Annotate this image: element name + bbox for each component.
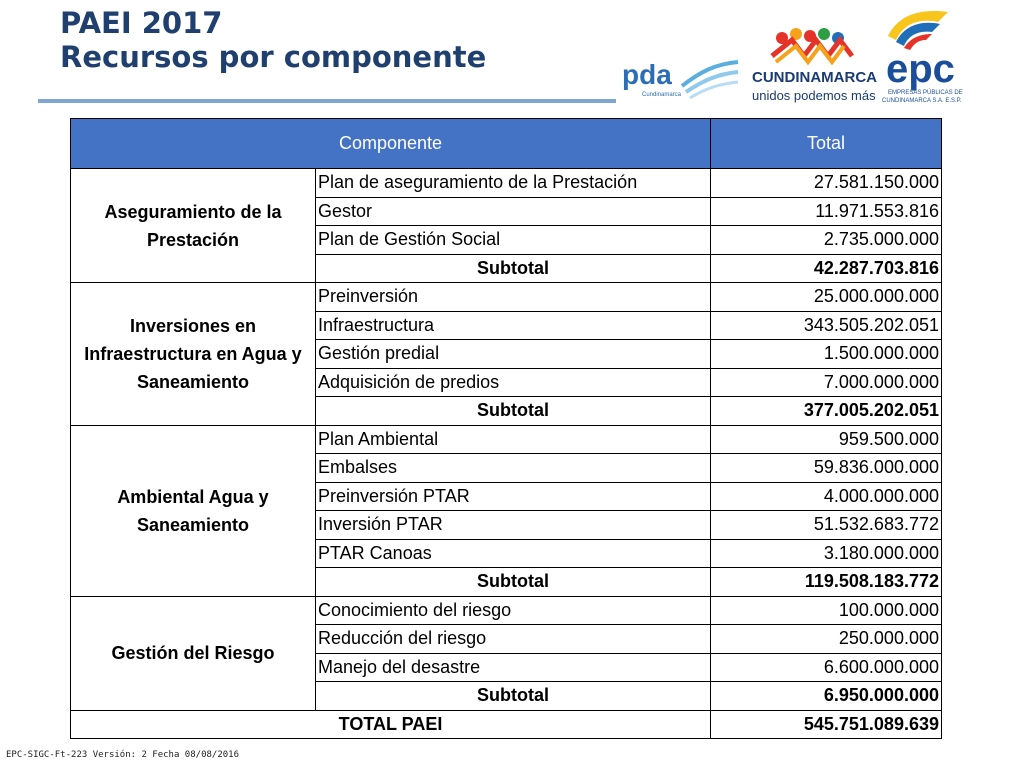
subtotal-value-cell: 119.508.183.772 bbox=[711, 568, 942, 597]
epc-logo-subtext-1: EMPRESAS PÚBLICAS DE bbox=[888, 90, 963, 96]
item-value-cell: 7.000.000.000 bbox=[711, 368, 942, 397]
cundinamarca-logo bbox=[752, 26, 882, 106]
group-name-cell: Inversiones en Infraestructura en Agua y Saneamiento bbox=[71, 283, 316, 426]
table-body bbox=[71, 169, 942, 739]
title-line-1: PAEI 2017 bbox=[60, 6, 223, 40]
item-value-cell: 1.500.000.000 bbox=[711, 340, 942, 369]
epc-logo-subtext-2: CUNDINAMARCA S.A. E.S.P. bbox=[882, 98, 962, 104]
item-label-cell: Preinversión bbox=[316, 283, 711, 312]
subtotal-label-cell: Subtotal bbox=[316, 397, 711, 426]
document-footer: EPC-SIGC-Ft-223 Versión: 2 Fecha 08/08/2016 bbox=[6, 750, 239, 760]
pda-logo-text: pda bbox=[622, 59, 672, 90]
resources-table bbox=[70, 118, 942, 739]
group-name-cell: Ambiental Agua y Saneamiento bbox=[71, 425, 316, 596]
item-value-cell: 11.971.553.816 bbox=[711, 197, 942, 226]
item-label-cell: PTAR Canoas bbox=[316, 539, 711, 568]
group-name-cell: Aseguramiento de la Prestación bbox=[71, 169, 316, 283]
item-label-cell: Adquisición de predios bbox=[316, 368, 711, 397]
subtotal-label-cell: Subtotal bbox=[316, 568, 711, 597]
item-label-cell: Infraestructura bbox=[316, 311, 711, 340]
item-value-cell: 100.000.000 bbox=[711, 596, 942, 625]
item-value-cell: 3.180.000.000 bbox=[711, 539, 942, 568]
item-value-cell: 6.600.000.000 bbox=[711, 653, 942, 682]
item-label-cell: Gestor bbox=[316, 197, 711, 226]
subtotal-value-cell: 6.950.000.000 bbox=[711, 682, 942, 711]
item-value-cell: 25.000.000.000 bbox=[711, 283, 942, 312]
subtotal-label-cell: Subtotal bbox=[316, 682, 711, 711]
cundinamarca-slogan: unidos podemos más bbox=[752, 88, 876, 103]
subtotal-value-cell: 377.005.202.051 bbox=[711, 397, 942, 426]
subtotal-value-cell: 42.287.703.816 bbox=[711, 254, 942, 283]
item-value-cell: 250.000.000 bbox=[711, 625, 942, 654]
table-header-row bbox=[71, 119, 942, 169]
item-label-cell: Inversión PTAR bbox=[316, 511, 711, 540]
item-value-cell: 51.532.683.772 bbox=[711, 511, 942, 540]
item-value-cell: 4.000.000.000 bbox=[711, 482, 942, 511]
epc-logo-text: epc bbox=[886, 47, 955, 91]
item-value-cell: 59.836.000.000 bbox=[711, 454, 942, 483]
cundinamarca-logo-text: CUNDINAMARCA bbox=[752, 69, 877, 86]
column-header-component: Componente bbox=[71, 119, 711, 169]
slide-title bbox=[60, 6, 486, 74]
title-line-2: Recursos por componente bbox=[60, 40, 487, 74]
total-row bbox=[71, 710, 942, 739]
epc-logo bbox=[878, 6, 996, 106]
group-name-cell: Gestión del Riesgo bbox=[71, 596, 316, 710]
item-label-cell: Conocimiento del riesgo bbox=[316, 596, 711, 625]
pda-logo bbox=[620, 42, 740, 102]
item-value-cell: 343.505.202.051 bbox=[711, 311, 942, 340]
item-value-cell: 2.735.000.000 bbox=[711, 226, 942, 255]
item-label-cell: Plan Ambiental bbox=[316, 425, 711, 454]
item-label-cell: Gestión predial bbox=[316, 340, 711, 369]
item-label-cell: Reducción del riesgo bbox=[316, 625, 711, 654]
table-row bbox=[71, 596, 942, 625]
item-label-cell: Manejo del desastre bbox=[316, 653, 711, 682]
column-header-total: Total bbox=[711, 119, 942, 169]
table-row bbox=[71, 169, 942, 198]
total-label-cell: TOTAL PAEI bbox=[71, 710, 711, 739]
item-label-cell: Plan de aseguramiento de la Prestación bbox=[316, 169, 711, 198]
item-value-cell: 959.500.000 bbox=[711, 425, 942, 454]
title-underline bbox=[38, 99, 616, 103]
pda-logo-subtext: Cundinamarca bbox=[642, 92, 682, 98]
subtotal-label-cell: Subtotal bbox=[316, 254, 711, 283]
item-label-cell: Plan de Gestión Social bbox=[316, 226, 711, 255]
table-row bbox=[71, 425, 942, 454]
item-label-cell: Embalses bbox=[316, 454, 711, 483]
total-value-cell: 545.751.089.639 bbox=[711, 710, 942, 739]
item-value-cell: 27.581.150.000 bbox=[711, 169, 942, 198]
item-label-cell: Preinversión PTAR bbox=[316, 482, 711, 511]
table-row bbox=[71, 283, 942, 312]
